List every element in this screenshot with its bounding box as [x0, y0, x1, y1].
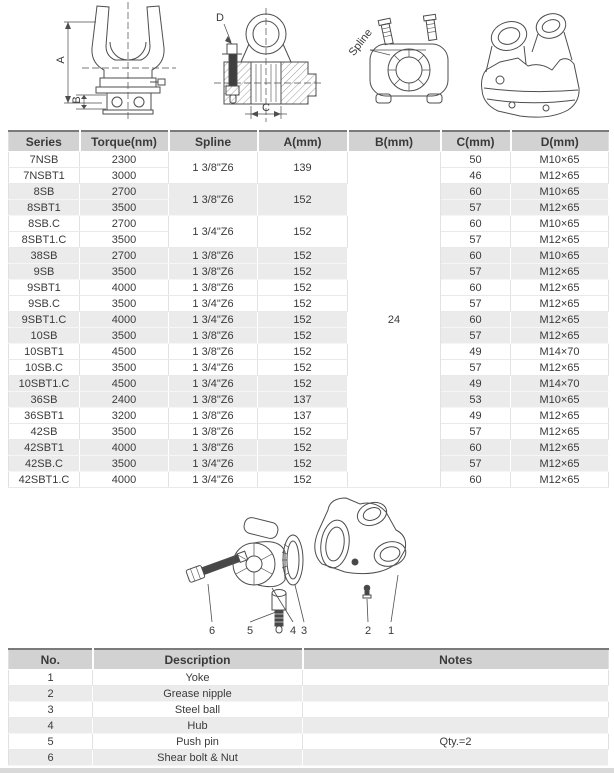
cell-c: 57 [441, 264, 511, 280]
dim-label-c: C [262, 102, 270, 114]
cell-c: 57 [441, 328, 511, 344]
cell-a: 139 [258, 152, 348, 184]
cell-c: 53 [441, 392, 511, 408]
cell-c: 60 [441, 472, 511, 488]
table-row [9, 344, 609, 360]
table-row [9, 408, 609, 424]
cell-series: 8SB [9, 184, 80, 200]
cell-c: 57 [441, 296, 511, 312]
cell-c: 57 [441, 200, 511, 216]
cell-c: 57 [441, 424, 511, 440]
table-row [9, 360, 609, 376]
part-callout-4: 4 [289, 625, 297, 637]
table-row [9, 472, 609, 488]
cell-spline: 1 3/8"Z6 [169, 264, 258, 280]
cell-c: 49 [441, 344, 511, 360]
dim-label-b: B [71, 96, 83, 104]
cell-torque: 3500 [80, 296, 169, 312]
cell-spline: 1 3/4"Z6 [169, 376, 258, 392]
cell-description: Shear bolt & Nut [93, 750, 303, 766]
cell-d: M12×65 [511, 232, 609, 248]
table-row [9, 718, 609, 734]
cell-a: 152 [258, 344, 348, 360]
col-header-b: B(mm) [348, 131, 441, 152]
part-push-pin [272, 590, 286, 634]
cell-series: 8SBT1.C [9, 232, 80, 248]
part-callout-1: 1 [387, 625, 395, 637]
cell-d: M14×70 [511, 344, 609, 360]
cell-a: 152 [258, 264, 348, 280]
cell-series: 36SBT1 [9, 408, 80, 424]
cell-d: M12×65 [511, 200, 609, 216]
cell-a: 152 [258, 440, 348, 456]
cell-d: M12×65 [511, 168, 609, 184]
cell-d: M12×65 [511, 424, 609, 440]
page-bottom-divider [0, 768, 614, 773]
cell-description: Steel ball [93, 702, 303, 718]
cell-a: 152 [258, 472, 348, 488]
cell-description: Grease nipple [93, 686, 303, 702]
cell-d: M14×70 [511, 376, 609, 392]
cell-series: 7NSBT1 [9, 168, 80, 184]
part-yoke [315, 498, 409, 574]
table-row [9, 312, 609, 328]
cell-no: 3 [9, 702, 93, 718]
cell-a: 152 [258, 376, 348, 392]
exploded-parts-diagram [150, 492, 480, 644]
cell-description: Push pin [93, 734, 303, 750]
cell-series: 8SBT1 [9, 200, 80, 216]
cell-series: 8SB.C [9, 216, 80, 232]
col-header-series: Series [9, 131, 80, 152]
cell-torque: 4500 [80, 344, 169, 360]
cell-d: M12×65 [511, 408, 609, 424]
dim-label-a: A [55, 56, 67, 64]
spec-header-row [9, 131, 609, 152]
table-row [9, 734, 609, 750]
spline-hub-drawing [347, 14, 448, 103]
cell-d: M10×65 [511, 184, 609, 200]
table-row [9, 264, 609, 280]
cell-notes [303, 670, 609, 686]
cell-spline: 1 3/4"Z6 [169, 296, 258, 312]
cell-torque: 4000 [80, 440, 169, 456]
cell-a: 137 [258, 408, 348, 424]
cell-a: 152 [258, 328, 348, 344]
cell-c: 49 [441, 376, 511, 392]
cell-torque: 4000 [80, 312, 169, 328]
cell-torque: 3500 [80, 424, 169, 440]
cell-torque: 2700 [80, 184, 169, 200]
col-header-d: D(mm) [511, 131, 609, 152]
cell-notes [303, 686, 609, 702]
cell-series: 9SBT1.C [9, 312, 80, 328]
col-header-a: A(mm) [258, 131, 348, 152]
cell-spline: 1 3/8"Z6 [169, 344, 258, 360]
cell-series: 9SB [9, 264, 80, 280]
cell-d: M12×65 [511, 328, 609, 344]
cell-spline: 1 3/8"Z6 [169, 328, 258, 344]
cell-torque: 3500 [80, 328, 169, 344]
cell-torque: 3500 [80, 264, 169, 280]
part-callout-2: 2 [364, 625, 372, 637]
col-header-no: No. [9, 649, 93, 670]
cell-c: 57 [441, 232, 511, 248]
cell-series: 42SB.C [9, 456, 80, 472]
table-row [9, 280, 609, 296]
parts-table [8, 648, 609, 766]
table-row [9, 248, 609, 264]
cell-series: 9SB.C [9, 296, 80, 312]
cell-spline: 1 3/4"Z6 [169, 312, 258, 328]
front-view-yoke-drawing [55, 2, 176, 120]
table-row [9, 392, 609, 408]
cell-spline: 1 3/8"Z6 [169, 248, 258, 264]
cell-torque: 3000 [80, 168, 169, 184]
cell-torque: 3500 [80, 200, 169, 216]
cell-torque: 2400 [80, 392, 169, 408]
cell-d: M10×65 [511, 392, 609, 408]
cell-a: 152 [258, 456, 348, 472]
cell-spline: 1 3/4"Z6 [169, 472, 258, 488]
table-row [9, 216, 609, 232]
dimension-b [71, 95, 106, 109]
cell-series: 38SB [9, 248, 80, 264]
cell-c: 50 [441, 152, 511, 168]
cell-spline: 1 3/4"Z6 [169, 456, 258, 472]
cell-c: 60 [441, 440, 511, 456]
cell-c: 60 [441, 312, 511, 328]
cell-series: 42SB [9, 424, 80, 440]
cell-c: 60 [441, 280, 511, 296]
cell-series: 42SBT1 [9, 440, 80, 456]
part-callout-3: 3 [300, 625, 308, 637]
cell-notes [303, 750, 609, 766]
table-row [9, 702, 609, 718]
cell-a: 152 [258, 216, 348, 248]
cell-torque: 3500 [80, 456, 169, 472]
cell-series: 10SB [9, 328, 80, 344]
cell-torque: 3500 [80, 232, 169, 248]
cell-d: M12×65 [511, 296, 609, 312]
cell-series: 10SBT1.C [9, 376, 80, 392]
table-row [9, 456, 609, 472]
cell-b-shared: 24 [348, 152, 441, 488]
cell-torque: 3500 [80, 360, 169, 376]
cell-c: 60 [441, 184, 511, 200]
cell-notes: Qty.=2 [303, 734, 609, 750]
cell-series: 10SB.C [9, 360, 80, 376]
technical-drawings [0, 0, 614, 128]
cell-a: 152 [258, 296, 348, 312]
cell-d: M12×65 [511, 264, 609, 280]
cell-torque: 4500 [80, 376, 169, 392]
cell-c: 60 [441, 216, 511, 232]
cell-spline: 1 3/8"Z6 [169, 392, 258, 408]
col-header-description: Description [93, 649, 303, 670]
cell-a: 152 [258, 312, 348, 328]
col-header-c: C(mm) [441, 131, 511, 152]
cell-d: M12×65 [511, 280, 609, 296]
table-row [9, 440, 609, 456]
cell-c: 57 [441, 360, 511, 376]
part-hub [233, 516, 285, 587]
col-header-spline: Spline [169, 131, 258, 152]
part-shear-bolt [186, 549, 249, 582]
cell-spline: 1 3/8"Z6 [169, 424, 258, 440]
part-grease-nipple [363, 585, 371, 598]
cell-torque: 3200 [80, 408, 169, 424]
part-callout-5: 5 [246, 625, 254, 637]
table-row [9, 686, 609, 702]
cell-description: Yoke [93, 670, 303, 686]
cell-series: 10SBT1 [9, 344, 80, 360]
spec-table [8, 130, 609, 488]
cell-spline: 1 3/4"Z6 [169, 216, 258, 248]
dimension-d [216, 12, 232, 44]
cell-series: 9SBT1 [9, 280, 80, 296]
cell-no: 2 [9, 686, 93, 702]
cell-no: 4 [9, 718, 93, 734]
cell-spline: 1 3/8"Z6 [169, 440, 258, 456]
table-row [9, 296, 609, 312]
perspective-yoke-drawing [482, 10, 580, 117]
dimension-c [245, 102, 287, 119]
cell-spline: 1 3/8"Z6 [169, 152, 258, 184]
cell-spline: 1 3/8"Z6 [169, 408, 258, 424]
cell-torque: 4000 [80, 472, 169, 488]
cell-notes [303, 702, 609, 718]
cell-a: 152 [258, 248, 348, 264]
cell-c: 57 [441, 456, 511, 472]
cell-spline: 1 3/8"Z6 [169, 184, 258, 216]
cell-no: 6 [9, 750, 93, 766]
col-header-notes: Notes [303, 649, 609, 670]
cell-series: 7NSB [9, 152, 80, 168]
table-row [9, 152, 609, 168]
table-row [9, 184, 609, 200]
cell-d: M10×65 [511, 152, 609, 168]
cell-c: 49 [441, 408, 511, 424]
cell-spline: 1 3/4"Z6 [169, 360, 258, 376]
part-callout-6: 6 [208, 625, 216, 637]
cell-torque: 2700 [80, 216, 169, 232]
cell-d: M10×65 [511, 216, 609, 232]
table-row [9, 750, 609, 766]
table-row [9, 424, 609, 440]
table-row [9, 328, 609, 344]
cell-series: 42SBT1.C [9, 472, 80, 488]
dim-label-d: D [216, 12, 224, 24]
cell-a: 152 [258, 360, 348, 376]
cell-torque: 4000 [80, 280, 169, 296]
cell-d: M12×65 [511, 360, 609, 376]
cell-no: 1 [9, 670, 93, 686]
cell-a: 152 [258, 184, 348, 216]
cell-a: 137 [258, 392, 348, 408]
cell-spline: 1 3/8"Z6 [169, 280, 258, 296]
spline-label: Spline [346, 26, 375, 59]
cell-a: 152 [258, 424, 348, 440]
cell-c: 60 [441, 248, 511, 264]
cell-notes [303, 718, 609, 734]
parts-header-row [9, 649, 609, 670]
cell-no: 5 [9, 734, 93, 750]
cell-d: M12×65 [511, 312, 609, 328]
table-row [9, 376, 609, 392]
cell-d: M12×65 [511, 472, 609, 488]
section-view-drawing [214, 8, 322, 122]
col-header-torque: Torque(nm) [80, 131, 169, 152]
cell-description: Hub [93, 718, 303, 734]
table-row [9, 670, 609, 686]
cell-a: 152 [258, 280, 348, 296]
cell-series: 36SB [9, 392, 80, 408]
cell-d: M10×65 [511, 248, 609, 264]
cell-torque: 2300 [80, 152, 169, 168]
cell-c: 46 [441, 168, 511, 184]
cell-torque: 2700 [80, 248, 169, 264]
cell-d: M12×65 [511, 456, 609, 472]
cell-d: M12×65 [511, 440, 609, 456]
